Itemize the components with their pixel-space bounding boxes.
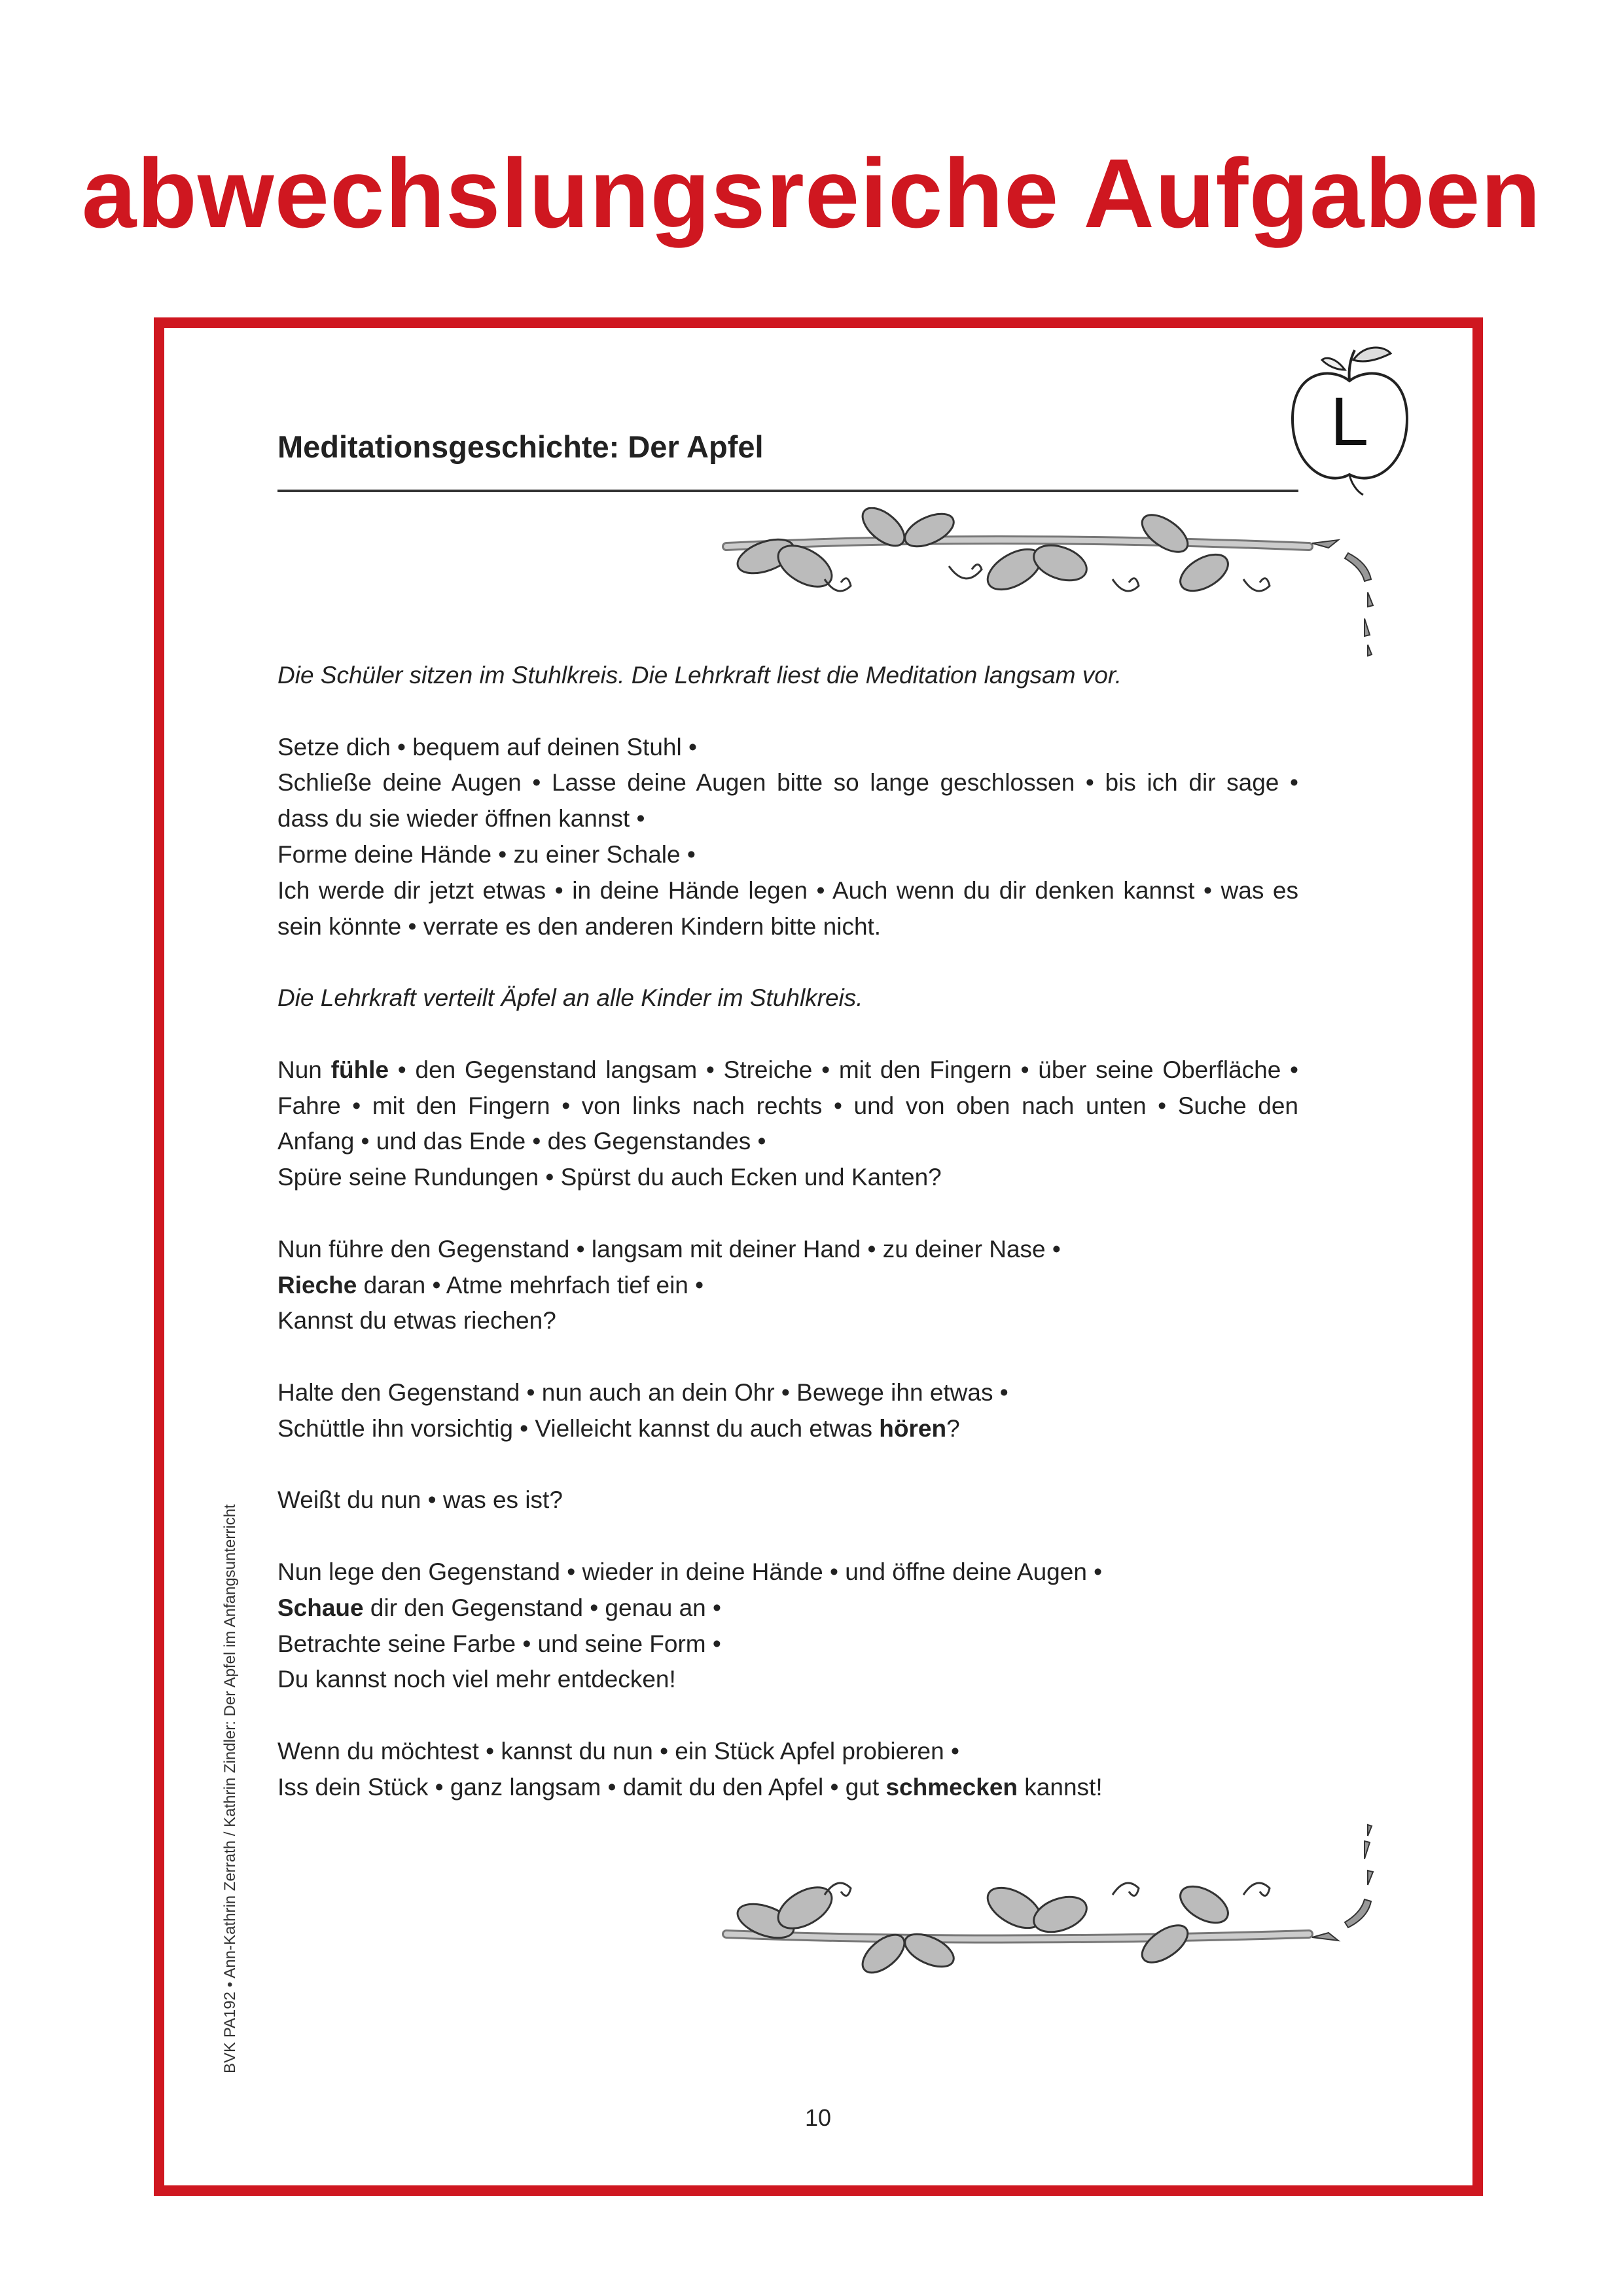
meditation-paragraph: [277, 1052, 1298, 1196]
page-title: Meditationsgeschichte: Der Apfel: [277, 429, 764, 464]
text-line: [277, 980, 1298, 1016]
emphasized-word: hören: [879, 1414, 947, 1442]
text-segment: Betrachte seine Farbe • und seine Form •: [277, 1630, 721, 1657]
paragraph-gap: [277, 944, 1298, 980]
instruction-paragraph: [277, 980, 1298, 1016]
text-segment: Iss dein Stück • ganz langsam • damit du den Apfel • gut: [277, 1773, 886, 1801]
instruction-paragraph: [277, 658, 1298, 694]
text-segment: ?: [946, 1414, 960, 1442]
text-segment: sein könnte • verrate es den anderen Kindern bitte nicht.: [277, 912, 882, 940]
copyright-note: BVK PA192 • Ann-Kathrin Zerrath / Kathrin Zindler: Der Apfel im Anfangsunterricht: [221, 1504, 239, 2073]
page-number: 10: [804, 2104, 832, 2131]
text-line: [277, 1554, 1298, 1590]
vine-decoration-icon: [720, 507, 1384, 668]
paragraph-gap: [277, 1339, 1298, 1375]
title-underline: [277, 490, 1298, 492]
paragraph-gap: [277, 1196, 1298, 1232]
meditation-paragraph: [277, 730, 1298, 945]
apple-badge-icon: [1286, 340, 1414, 497]
vine-decoration-icon: [720, 1823, 1384, 1983]
meditation-paragraph: [277, 1482, 1298, 1518]
text-segment: Anfang • und das Ende • des Gegenstandes •: [277, 1128, 766, 1155]
meditation-paragraph: [277, 1734, 1298, 1806]
text-segment: • den Gegenstand langsam • Streiche • mit den Fingern • über seine Oberfläche •: [389, 1056, 1299, 1083]
text-line: [277, 1268, 1298, 1304]
text-line: [277, 873, 1298, 909]
text-segment: kannst!: [1018, 1773, 1103, 1801]
emphasized-word: Schaue: [277, 1594, 364, 1621]
text-segment: Halte den Gegenstand • nun auch an dein Ohr • Bewege ihn etwas •: [277, 1378, 1008, 1406]
text-line: [277, 909, 1298, 945]
emphasized-word: Rieche: [277, 1271, 357, 1299]
emphasized-word: schmecken: [885, 1773, 1018, 1801]
text-line: [277, 1590, 1298, 1626]
text-segment: Die Lehrkraft verteilt Äpfel an alle Kinder im Stuhlkreis.: [277, 984, 863, 1012]
text-segment: Ich werde dir jetzt etwas • in deine Hände legen • Auch wenn du dir denken kannst • was es: [277, 876, 1298, 904]
text-line: [277, 837, 1298, 873]
text-line: [277, 1303, 1298, 1339]
meditation-paragraph: [277, 1232, 1298, 1339]
text-segment: Schüttle ihn vorsichtig • Vielleicht kannst du auch etwas: [277, 1414, 880, 1442]
text-segment: dass du sie wieder öffnen kannst •: [277, 805, 645, 833]
text-segment: Schließe deine Augen • Lasse deine Augen bitte so lange geschlossen • bis ich dir sage •: [277, 769, 1298, 797]
paragraph-gap: [277, 694, 1298, 730]
text-segment: Weißt du nun • was es ist?: [277, 1486, 563, 1514]
text-line: [277, 1626, 1298, 1662]
text-segment: Wenn du möchtest • kannst du nun • ein Stück Apfel probieren •: [277, 1737, 959, 1765]
text-segment: Setze dich • bequem auf deinen Stuhl •: [277, 733, 697, 761]
text-segment: Forme deine Hände • zu einer Schale •: [277, 840, 696, 868]
text-segment: daran • Atme mehrfach tief ein •: [357, 1271, 704, 1299]
text-line: [277, 1160, 1298, 1196]
text-line: [277, 801, 1298, 837]
emphasized-word: fühle: [330, 1056, 389, 1083]
text-segment: Kannst du etwas riechen?: [277, 1307, 556, 1335]
text-segment: Nun führe den Gegenstand • langsam mit deiner Hand • zu deiner Nase •: [277, 1235, 1061, 1263]
text-line: [277, 1411, 1298, 1447]
meditation-paragraph: [277, 1554, 1298, 1698]
text-line: [277, 1232, 1298, 1268]
text-line: [277, 1052, 1298, 1088]
badge-letter: L: [1330, 384, 1369, 460]
banner-title: abwechslungsreiche Aufgaben: [81, 138, 1542, 248]
paragraph-gap: [277, 1518, 1298, 1554]
text-segment: Du kannst noch viel mehr entdecken!: [277, 1666, 676, 1693]
paragraph-gap: [277, 1698, 1298, 1734]
text-line: [277, 730, 1298, 766]
text-segment: Nun lege den Gegenstand • wieder in deine Hände • und öffne deine Augen •: [277, 1558, 1103, 1585]
text-segment: Fahre • mit den Fingern • von links nach rechts • und von oben nach unten • Suche den: [277, 1092, 1298, 1119]
meditation-paragraph: [277, 1375, 1298, 1447]
text-line: [277, 1375, 1298, 1411]
text-segment: dir den Gegenstand • genau an •: [363, 1594, 721, 1621]
text-segment: Spüre seine Rundungen • Spürst du auch Ecken und Kanten?: [277, 1164, 942, 1191]
text-line: [277, 658, 1298, 694]
text-line: [277, 1734, 1298, 1770]
text-line: [277, 1124, 1298, 1160]
text-line: [277, 1770, 1298, 1806]
meditation-text: [277, 658, 1298, 1806]
text-segment: Die Schüler sitzen im Stuhlkreis. Die Lehrkraft liest die Meditation langsam vor.: [277, 662, 1122, 689]
text-line: [277, 765, 1298, 801]
text-line: [277, 1662, 1298, 1698]
text-segment: Nun: [277, 1056, 331, 1083]
paragraph-gap: [277, 1447, 1298, 1483]
text-line: [277, 1482, 1298, 1518]
paragraph-gap: [277, 1016, 1298, 1052]
text-line: [277, 1088, 1298, 1124]
